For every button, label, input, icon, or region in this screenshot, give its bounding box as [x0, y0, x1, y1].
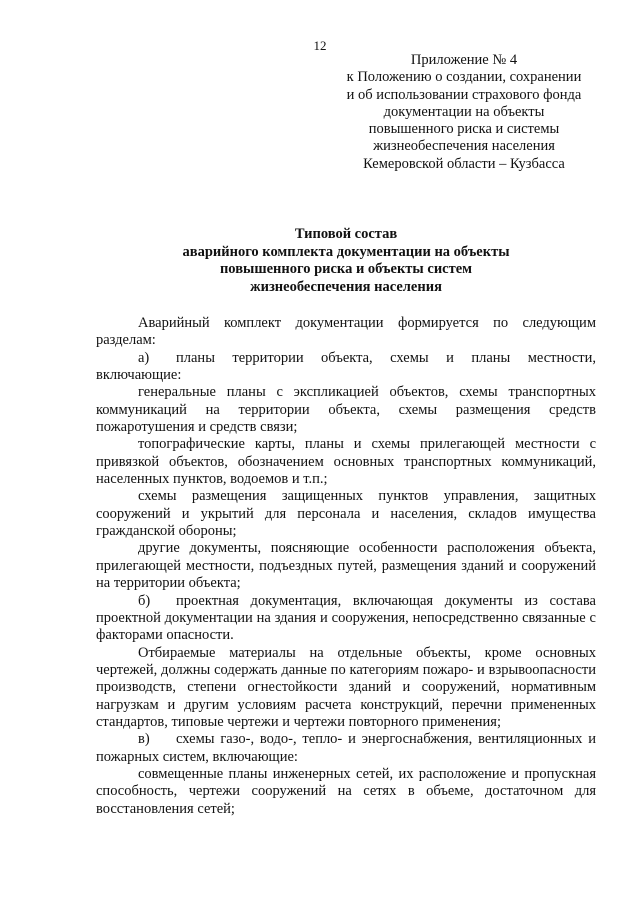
appendix-line: и об использовании страхового фонда [346, 86, 582, 103]
appendix-header [330, 52, 598, 173]
list-marker: б) [138, 592, 151, 609]
document-body [96, 315, 596, 818]
appendix-line: Приложение № 4 [410, 52, 518, 68]
list-item-text: проектная документация, включающая документы из состава проектной документации на здания и сооружения, непосредственно связанные с факторами опасности. [96, 592, 596, 644]
page-number: 12 [313, 38, 327, 53]
paragraph: другие документы, поясняющие особенности расположения объекта, прилегающей местности, подъездных путей, размещения зданий и сооружений на территории объекта; [96, 540, 596, 592]
document-title [96, 226, 596, 296]
intro-paragraph: Аварийный комплект документации формируется по следующим разделам: [96, 315, 596, 349]
title-line: Типовой состав [294, 226, 398, 242]
paragraph: схемы размещения защищенных пунктов управления, защитных сооружений и укрытий для персонала и населения, складов имущества гражданской обороны; [96, 488, 596, 540]
title-line: повышенного риска и объекты систем [219, 261, 473, 277]
appendix-line: к Положению о создании, сохранении [346, 69, 582, 86]
paragraph: топографические карты, планы и схемы прилегающей местности с привязкой объектов, обозначением основных транспортных коммуникаций, населенных пунктов, водоемов и т.п.; [96, 436, 596, 488]
appendix-line: повышенного риска и системы [368, 121, 560, 138]
list-marker: а) [138, 349, 150, 366]
title-line: жизнеобеспечения населения [250, 278, 442, 295]
paragraph: совмещенные планы инженерных сетей, их расположение и пропускная способность, чертежи сооружений на сетях в объеме, достаточном для восстановления сетей; [96, 765, 596, 817]
paragraph: Отбираемые материалы на отдельные объекты, кроме основных чертежей, должны содержать данные по категориям пожаро- и взрывоопасности производств, степени огнестойкости зданий и сооружений, нормативным нагрузкам и другим условиям расчета конструкций, перечни примененных стандартов, типовые чертежи и чертежи повторного применения; [96, 644, 596, 730]
list-item-v [96, 731, 596, 766]
paragraph: генеральные планы с экспликацией объектов, схемы транспортных коммуникаций на территории объекта, схемы размещения средств пожаротушения и средств связи; [96, 384, 596, 436]
list-item-text: схемы газо-, водо-, тепло- и энергоснабжения, вентиляционных и пожарных систем, включающие: [96, 731, 596, 765]
appendix-line: Кемеровской области – Кузбасса [363, 155, 565, 172]
list-marker: в) [138, 731, 150, 748]
list-item-b [96, 593, 596, 645]
list-item-a [96, 350, 596, 385]
title-line: аварийного комплекта документации на объекты [182, 243, 510, 260]
appendix-line: жизнеобеспечения населения [373, 138, 555, 155]
list-item-text: планы территории объекта, схемы и планы местности, включающие: [96, 349, 596, 384]
appendix-line: документации на объекты [383, 103, 545, 120]
